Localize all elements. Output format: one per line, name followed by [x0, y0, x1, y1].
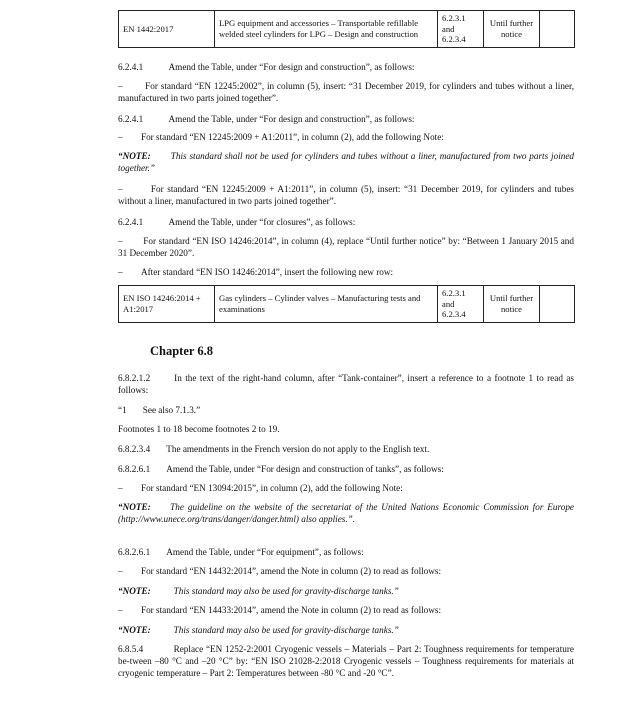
- footnote-text: See also 7.1.3.”: [142, 405, 201, 415]
- standard-cell: EN ISO 14246:2014 + A1:2017: [119, 286, 215, 323]
- paragraph: – For standard “EN 14432:2014”, amend the Note in column (2) to read as follows:: [118, 566, 442, 576]
- applicable-cell: Until further notice: [484, 286, 540, 323]
- footnote-paragraph: [118, 404, 574, 416]
- refs-cell: 6.2.3.1 and 6.2.3.4: [438, 286, 484, 323]
- paragraph: 6.2.4.1 Amend the Table, under “For design and construction”, as follows:: [118, 62, 415, 72]
- paragraph: 6.8.5.4 Replace “EN 1252-2:2001 Cryogenic vessels – Materials – Part 2: Toughness requirements for temperature be-tween –80 °C and –20 °C” by: “EN ISO 21028-2:2018 Cryogenic vessels – Toughness requirements for materials at cryogenic temperature – Part 2: Temperatures between -80 °C and -20 °C”.: [118, 644, 574, 679]
- paragraph: 6.8.2.3.4 The amendments in the French version do not apply to the English text.: [118, 444, 430, 454]
- note-text: This standard may also be used for gravity-discharge tanks.”: [173, 625, 399, 635]
- title-cell: Gas cylinders – Cylinder valves – Manufacturing tests and examinations: [215, 286, 438, 323]
- applicable-cell: Until further notice: [484, 11, 540, 48]
- refs-cell: 6.2.3.1 and 6.2.3.4: [438, 11, 484, 48]
- note-text: This standard shall not be used for cylinders and tubes without a liner, manufactured from two parts joined together.”: [118, 151, 575, 174]
- note-label: “NOTE:: [118, 625, 151, 635]
- paragraph: – For standard “EN 12245:2009 + A1:2011”, in column (2), add the following Note:: [118, 132, 444, 142]
- paragraph: 6.8.2.1.2 In the text of the right-hand column, after “Tank-container”, insert a reference to a footnote 1 to read as follows:: [118, 373, 574, 396]
- footnote-mark: “1: [118, 405, 127, 415]
- empty-cell: [540, 286, 575, 323]
- note-label: “NOTE:: [118, 586, 151, 596]
- paragraph: 6.2.4.1 Amend the Table, under “for closures”, as follows:: [118, 217, 356, 227]
- paragraph: – For standard “EN 12245:2002”, in column (5), insert: “31 December 2019, for cylinders and tubes without a liner, manufactured in two parts joined together”.: [118, 81, 574, 104]
- paragraph: – For standard “EN ISO 14246:2014”, in column (4), replace “Until further notice” by: “Between 1 January 2015 and 31 December 2020”.: [118, 236, 574, 259]
- table-row: [119, 11, 575, 48]
- note-paragraph: [118, 150, 574, 174]
- title-cell: LPG equipment and accessories – Transportable refillable welded steel cylinders for LPG – Design and construction: [215, 11, 438, 48]
- empty-cell: [540, 11, 575, 48]
- note-label: “NOTE:: [118, 502, 151, 512]
- paragraph: – For standard “EN 13094:2015”, in column (2), add the following Note:: [118, 483, 403, 493]
- table-row: [119, 286, 575, 323]
- paragraph: – After standard “EN ISO 14246:2014”, insert the following new row:: [118, 267, 394, 277]
- standards-table-2: [118, 285, 575, 323]
- note-text: The guideline on the website of the secretariat of the United Nations Economic Commission for Europe (http://www.unece.org/trans/danger/danger.html) also applies.”.: [118, 502, 574, 525]
- paragraph: 6.8.2.6.1 Amend the Table, under “For design and construction of tanks”, as follows:: [118, 464, 444, 474]
- note-label: “NOTE:: [118, 151, 151, 161]
- paragraph: – For standard “EN 14433:2014”, amend the Note in column (2) to read as follows:: [118, 605, 442, 615]
- note-text: This standard may also be used for gravity-discharge tanks.”: [173, 586, 399, 596]
- note-paragraph: [118, 624, 574, 636]
- note-paragraph: [118, 585, 574, 597]
- paragraph: 6.2.4.1 Amend the Table, under “For design and construction”, as follows:: [118, 114, 415, 124]
- standard-cell: EN 1442:2017: [119, 11, 215, 48]
- standards-table-1: [118, 10, 575, 48]
- paragraph: – For standard “EN 12245:2009 + A1:2011”, in column (5), insert: “31 December 2019, for cylinders and tubes without a liner, manufactured in two parts joined together”.: [118, 184, 574, 207]
- note-paragraph: [118, 501, 574, 525]
- paragraph: Footnotes 1 to 18 become footnotes 2 to 19.: [118, 424, 280, 434]
- chapter-heading: Chapter 6.8: [150, 344, 213, 358]
- paragraph: 6.8.2.6.1 Amend the Table, under “For equipment”, as follows:: [118, 547, 364, 557]
